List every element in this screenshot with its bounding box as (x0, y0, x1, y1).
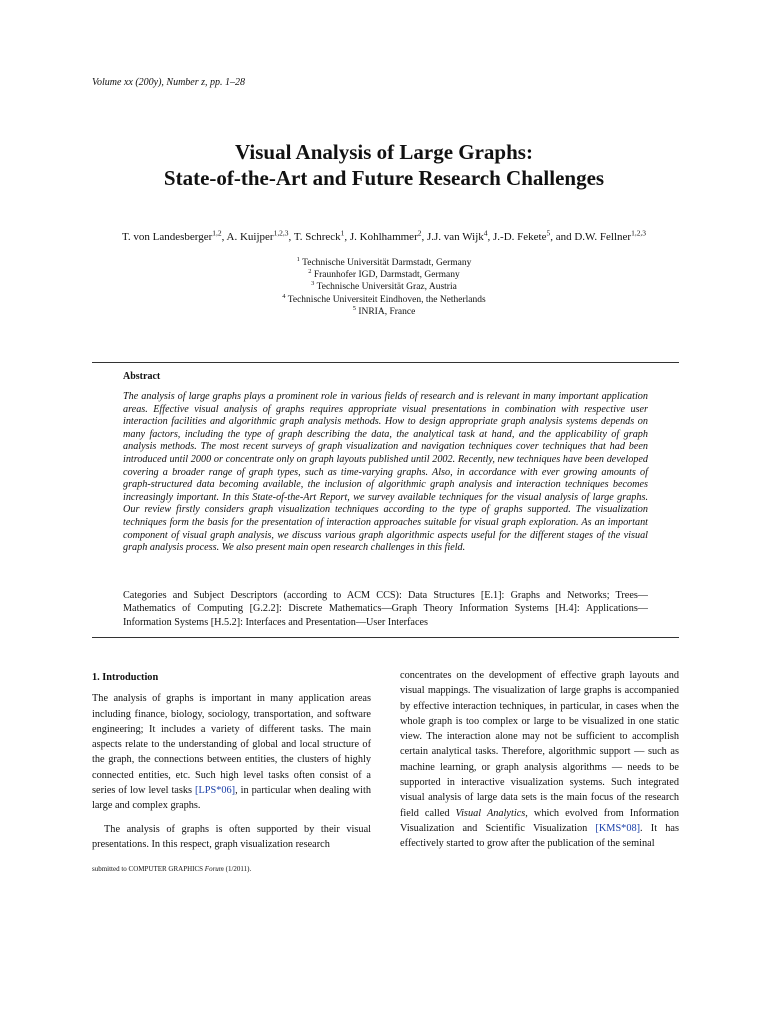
paragraph: The analysis of graphs is often supported by their visual presentations. In this respect, graph visualization research (92, 823, 371, 850)
top-divider (92, 362, 679, 363)
journal-volume-line: Volume xx (200y), Number z, pp. 1–28 (92, 77, 246, 88)
title-line-1: Visual Analysis of Large Graphs: (235, 140, 533, 164)
right-column (400, 668, 679, 860)
page-footer: submitted to COMPUTER GRAPHICS Forum (1/2011). (92, 865, 252, 873)
title-line-2: State-of-the-Art and Future Research Challenges (163, 166, 605, 190)
paragraph: The analysis of graphs is important in many application areas including finance, biology, sociology, transportation, and software engineering; It includes a variety of different tasks. The main aspects relate to the understanding of global and local structure of the graph, the connections between entities, the clusters of highly connected entities, etc. Such high level tasks often consist of a series of low level tasks [LPS*06], in particular when dealing with large and complex graphs. (92, 693, 371, 812)
affiliation: $^4$ Technische Universiteit Eindhoven, the Netherlands (282, 292, 486, 305)
author: J.-D. Fekete$^5$, and (493, 228, 575, 243)
author: T. von Landesberger$^{1,2}$, (121, 228, 227, 243)
author: J. Kohlhammer$^2$, (349, 228, 427, 243)
bottom-divider (92, 637, 679, 638)
author: D.W. Fellner$^{1,2,3}$ (574, 228, 647, 243)
abstract-text: The analysis of large graphs plays a prominent role in various fields of research and is relevant in many important application areas. Effective visual analysis of graphs requires appropriate visual presentations in combination with respective user interaction facilities and algorithmic graph analysis methods. How to design appropriate graph analysis systems depends on many factors, including the type of graph describing the data, the analytical task at hand, and the applicability of graph analysis methods. The most recent surveys of graph visualization and navigation techniques cover techniques that had been introduced until 2000 or concentrate only on graph layouts published until 2002. Recently, new techniques have been developed covering a broader range of graph types, such as time-varying graphs. Also, in accordance with ever growing amounts of graph-structured data becoming available, the inclusion of algorithmic graph analysis and interaction techniques becomes increasingly important. In this State-of-the-Art Report, we survey available techniques for the visual analysis of large graphs. Our review firstly considers graph visualization techniques according to the type of graphs supported. The visualization techniques form the basis for the presentation of interaction approaches suitable for visual graph exploration. As an important component of visual graph analysis, we discuss various graph algorithmic aspects useful for the different stages of the visual graph analysis process. We also present main open research challenges in this field. (123, 391, 648, 554)
paragraph: concentrates on the development of effective graph layouts and visual mappings. The visualization of large graphs is accompanied by effective interaction techniques, in particular, in cases when the whole graph is too complex or large to be visualized in one static view. The interaction alone may not be sufficient to accomplish certain analytical tasks. Therefore, algorithmic support — such as machine learning, or graph analysis algorithms — needs to be supported in interactive visualization systems. Such integrated visual analysis of large data sets is the main focus of the research field called Visual Analytics, which evolved from Information Visualization and Scientific Visualization [KMS*08]. It has effectively started to grow after the publication of the seminal (400, 670, 679, 850)
affiliation: $^2$ Fraunhofer IGD, Darmstadt, Germany (308, 268, 460, 281)
citation-link[interactable]: [LPS*06] (195, 785, 236, 797)
left-column (92, 670, 371, 860)
author-list (0, 228, 768, 243)
paper-title (0, 139, 768, 191)
abstract-heading: Abstract (123, 371, 161, 382)
affiliation: $^5$ INRIA, France (352, 304, 416, 317)
section-heading-introduction: 1. Introduction (92, 672, 159, 683)
affiliation: $^1$ Technische Universität Darmstadt, Germany (296, 255, 472, 268)
ccs-descriptors: Categories and Subject Descriptors (according to ACM CCS): Data Structures [E.1]: Graphs and Networks; Trees—Mathematics of Computing [G.2.2]: Discrete Mathematics—Graph Theory Information Systems [H.4]: Applications— Information Systems [H.5.2]: Interfaces and Presentation—User Interfaces (123, 590, 648, 628)
citation-link[interactable]: [KMS*08] (595, 822, 641, 834)
affiliation: $^3$ Technische Universität Graz, Austria (311, 280, 457, 293)
author: J.J. van Wijk$^4$, (426, 228, 494, 243)
author: A. Kuijper$^{1,2,3}$, (226, 228, 294, 243)
affiliation-list (0, 257, 768, 318)
author: T. Schreck$^1$, (293, 228, 350, 243)
